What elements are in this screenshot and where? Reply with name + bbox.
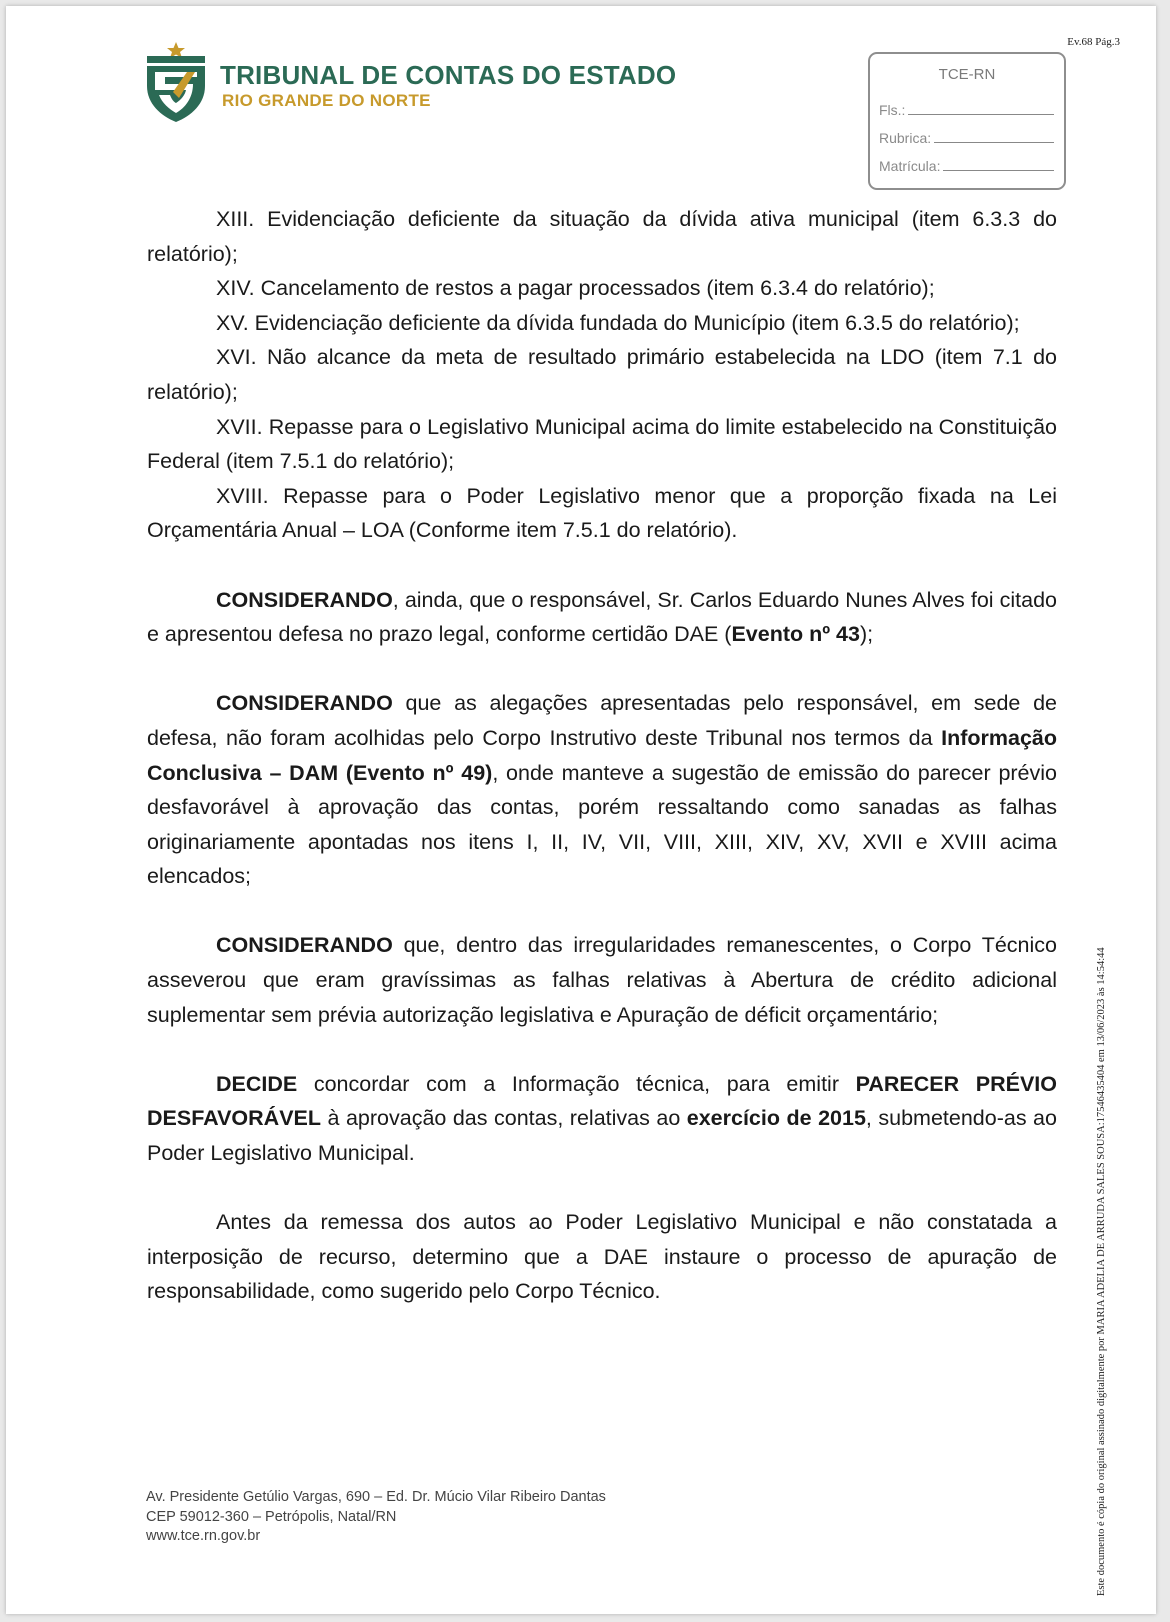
paragraph-lead: CONSIDERANDO	[216, 587, 393, 612]
list-item	[147, 340, 1057, 409]
item-number: XV.	[216, 310, 249, 335]
list-item	[147, 479, 1057, 548]
stamp-fls-row	[879, 102, 1054, 118]
item-number: XVI.	[216, 345, 257, 370]
item-text: Repasse para o Poder Legislativo menor que a proporção fixada na Lei Orçamentária Anual – LOA (Conforme item 7.5.1 do relatório).	[147, 483, 1057, 543]
item-number: XVII.	[216, 414, 263, 439]
stamp-fls-label: Fls.:	[879, 102, 906, 118]
paragraph-considerando-2	[147, 686, 1057, 894]
stamp-rubrica-label: Rubrica:	[879, 130, 932, 146]
page-reference: Ev.68 Pág.3	[1067, 36, 1120, 48]
paragraph-lead: CONSIDERANDO	[216, 933, 393, 958]
footer-line-address: Av. Presidente Getúlio Vargas, 690 – Ed. Dr. Múcio Vilar Ribeiro Dantas	[146, 1489, 606, 1505]
item-text: Evidenciação deficiente da situação da dívida ativa municipal (item 6.3.3 do relatório);	[147, 207, 1057, 266]
footer-line-website: www.tce.rn.gov.br	[146, 1528, 261, 1544]
paragraph-text: que, dentro das irregularidades remanescentes, o Corpo Técnico asseverou que eram gravíssimas as falhas relativas à Abertura de crédito adicional suplementar sem prévia autorização legislativa e Apuração de déficit orçamentário;	[147, 933, 1057, 1027]
item-text: Não alcance da meta de resultado primário estabelecida na LDO (item 7.1 do relatório);	[147, 345, 1057, 404]
paragraph-text: , ainda, que o responsável, Sr. Carlos Eduardo Nunes Alves foi citado e apresentou defesa no prazo legal, conforme certidão DAE (	[147, 587, 1057, 647]
paragraph-bold: Informação Conclusiva – DAM (Evento nº 49)	[147, 725, 1057, 785]
paragraph-final	[147, 1205, 1057, 1309]
paragraph-lead: DECIDE	[216, 1071, 298, 1096]
paragraph-text: Antes da remessa dos autos ao Poder Legislativo Municipal e não constatada a interposição de recurso, determino que a DAE instaure o processo de apuração de responsabilidade, como sugerido pelo Corpo Técnico.	[147, 1210, 1057, 1304]
stamp-rubrica-line	[934, 142, 1054, 143]
list-item	[147, 271, 1057, 306]
paragraph-text: que as alegações apresentadas pelo responsável, em sede de defesa, não foram acolhidas pelo Corpo Instrutivo deste Tribunal nos termos da	[147, 691, 1057, 750]
list-item	[147, 202, 1057, 271]
footer-line-cep: CEP 59012-360 – Petrópolis, Natal/RN	[146, 1508, 397, 1525]
item-text: Cancelamento de restos a pagar processados (item 6.3.4 do relatório);	[260, 276, 935, 301]
stamp-matricula-line	[943, 170, 1054, 171]
paragraph-lead: CONSIDERANDO	[216, 691, 393, 716]
stamp-matricula-label: Matrícula:	[879, 158, 941, 174]
digital-signature-note: Este documento é cópia do original assinado digitalmente por MARIA ADELIA DE ARRUDA SALES SOUSA:17546435404 em 13/06/2023 às 14:54:44	[1096, 947, 1107, 1596]
stamp-matricula-row	[879, 158, 1054, 174]
stamp-rubrica-row	[879, 130, 1054, 146]
paragraph-bold-1: PARECER PRÉVIO DESFAVORÁVEL	[147, 1071, 1058, 1131]
paragraph-decide	[147, 1067, 1057, 1171]
item-number: XIII.	[216, 207, 255, 231]
paragraph-considerando-1	[147, 583, 1057, 652]
org-name: TRIBUNAL DE CONTAS DO ESTADO	[220, 60, 677, 90]
paragraph-tail: , onde manteve a sugestão de emissão do parecer prévio desfavorável à aprovação das contas, porém ressaltando como sanadas as falhas originariamente apontadas nos itens I, II, IV, VII, VIII, XIII, XIV, XV, XVII e XVIII acima elencados;	[147, 760, 1057, 889]
footer-address	[146, 1488, 606, 1547]
paragraph-considerando-3	[147, 928, 1057, 1032]
list-item	[147, 410, 1057, 479]
list-item	[147, 306, 1057, 341]
tce-shield-logo-icon	[143, 42, 209, 124]
paragraph-bold: Evento nº 43	[731, 622, 860, 647]
org-subtitle: RIO GRANDE DO NORTE	[222, 91, 431, 110]
document-page	[6, 6, 1156, 1614]
paragraph-tail: );	[859, 622, 874, 647]
paragraph-tail: , submetendo-as ao Poder Legislativo Municipal.	[147, 1106, 1057, 1166]
item-text: Evidenciação deficiente da dívida fundada do Município (item 6.3.5 do relatório);	[254, 310, 1020, 335]
paragraph-mid: à aprovação das contas, relativas ao	[321, 1106, 687, 1131]
paragraph-bold-2: exercício de 2015	[686, 1106, 866, 1131]
stamp-title: TCE-RN	[938, 66, 996, 83]
document-body	[147, 202, 1057, 1309]
stamp-fls-line	[908, 114, 1054, 115]
paragraph-text: concordar com a Informação técnica, para emitir	[297, 1071, 856, 1096]
item-number: XVIII.	[216, 483, 269, 508]
item-number: XIV.	[216, 276, 255, 301]
item-text: Repasse para o Legislativo Municipal acima do limite estabelecido na Constituição Federal (item 7.5.1 do relatório);	[147, 414, 1057, 474]
protocol-stamp	[868, 52, 1066, 190]
